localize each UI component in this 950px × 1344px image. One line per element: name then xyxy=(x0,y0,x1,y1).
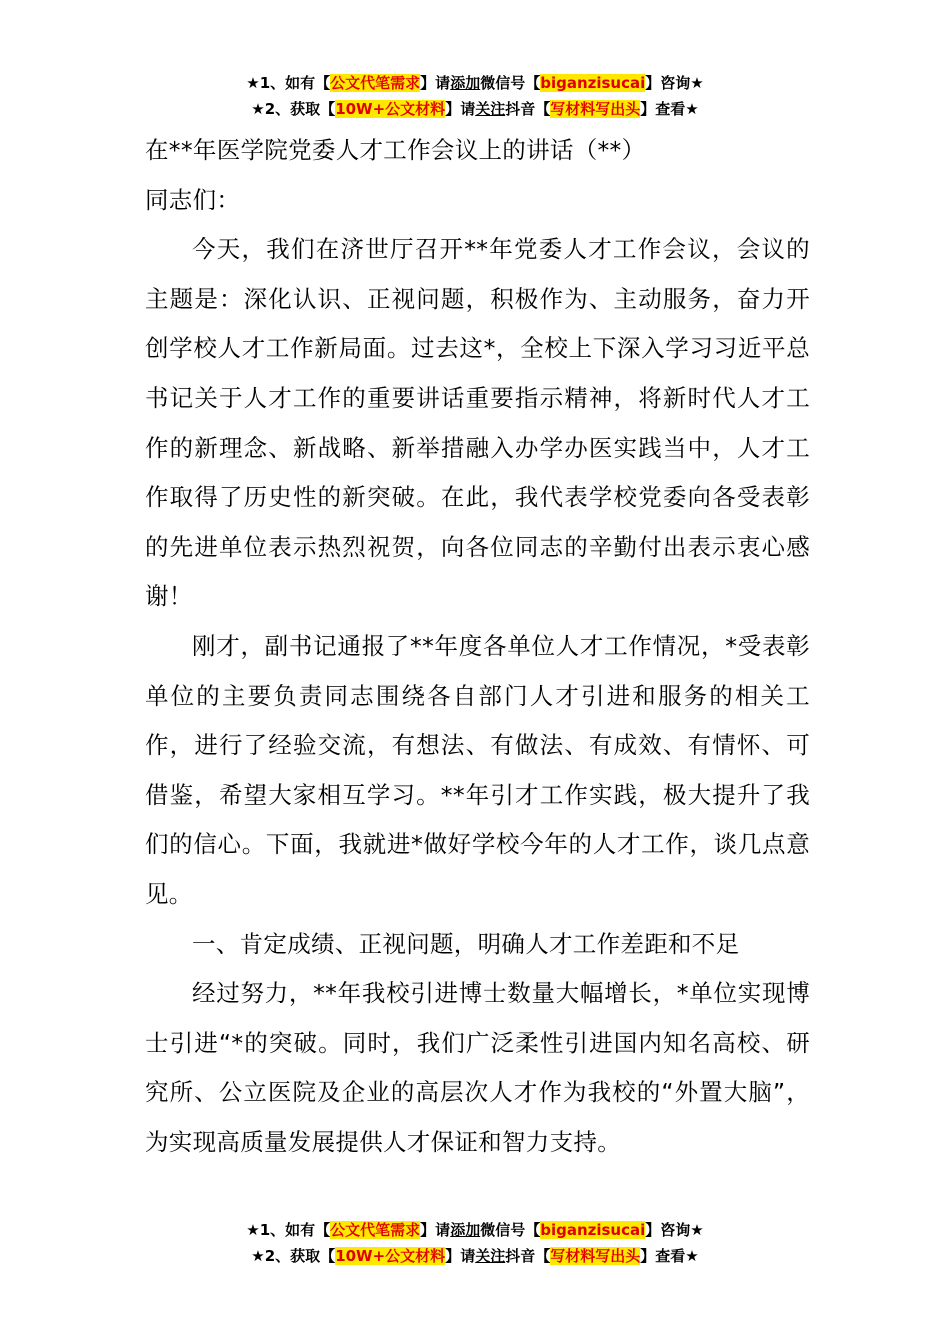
promo-line-1: ★1、如有【公文代笔需求】请添加微信号【biganzisucai】咨询★ xyxy=(246,1221,704,1239)
document-title: 在**年医学院党委人才工作会议上的讲话（**） xyxy=(145,136,646,164)
paragraph-1: 今天，我们在济世厅召开**年党委人才工作会议，会议的主题是：深化认识、正视问题，积极作为、主动服务，奋力开创学校人才工作新局面。过去这*，全校上下深入学习习近平总书记关于人才工作的重要讲话重要指示精神，将新时代人才工作的新理念、新战略、新举措融入办学办医实践当中，人才工作取得了历史性的新突破。在此，我代表学校党委向各受表彰的先进单位表示热烈祝贺，向各位同志的辛勤付出表示衷心感谢！ xyxy=(145,235,810,611)
highlight-wechat-id: biganzisucai xyxy=(540,74,646,92)
section-heading-1: 一、肯定成绩、正视问题，明确人才工作差距和不足 xyxy=(192,929,740,958)
highlight-materials: 10W+公文材料 xyxy=(335,1247,446,1265)
highlight-wechat-id: biganzisucai xyxy=(540,1221,646,1239)
highlight-douyin: 写材料写出头 xyxy=(550,1247,641,1265)
salutation: 同志们： xyxy=(145,185,241,214)
promo-banner-top xyxy=(0,70,950,122)
highlight-materials: 10W+公文材料 xyxy=(335,100,446,118)
paragraph-2: 刚才，副书记通报了**年度各单位人才工作情况，*受表彰单位的主要负责同志围绕各自部门人才引进和服务的相关工作，进行了经验交流，有想法、有做法、有成效、有情怀、可借鉴，希望大家相互学习。**年引才工作实践，极大提升了我们的信心。下面，我就进*做好学校今年的人才工作，谈几点意见。 xyxy=(145,631,810,908)
promo-banner-bottom xyxy=(0,1217,950,1269)
highlight-ghostwriting: 公文代笔需求 xyxy=(330,74,421,92)
promo-line-1: ★1、如有【公文代笔需求】请添加微信号【biganzisucai】咨询★ xyxy=(246,74,704,92)
highlight-douyin: 写材料写出头 xyxy=(550,100,641,118)
document-body xyxy=(145,126,810,1167)
paragraph-3: 经过努力，**年我校引进博士数量大幅增长，*单位实现博士引进“*的突破。同时，我们广泛柔性引进国内知名高校、研究所、公立医院及企业的高层次人才作为我校的“外置大脑”，为实现高质量发展提供人才保证和智力支持。 xyxy=(145,979,810,1156)
promo-line-2: ★2、获取【10W+公文材料】请关注抖音【写材料写出头】查看★ xyxy=(251,100,699,118)
highlight-ghostwriting: 公文代笔需求 xyxy=(330,1221,421,1239)
promo-line-2: ★2、获取【10W+公文材料】请关注抖音【写材料写出头】查看★ xyxy=(251,1247,699,1265)
